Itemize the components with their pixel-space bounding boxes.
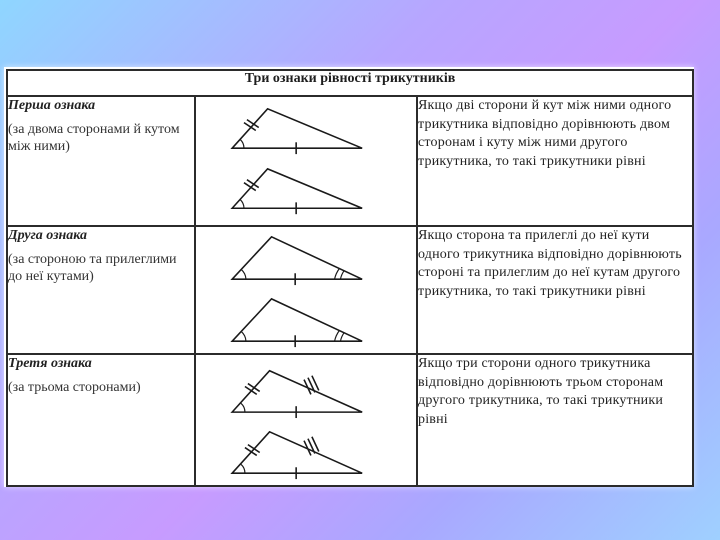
figure-cell bbox=[195, 354, 417, 486]
criterion-cell bbox=[7, 96, 195, 226]
table-row bbox=[7, 354, 693, 486]
triangles-sss-figure bbox=[196, 355, 416, 485]
criterion-description: (за стороною та прилеглими до неї кутами) bbox=[8, 252, 177, 284]
criterion-name: Третя ознака bbox=[8, 356, 92, 371]
criterion-condition: Якщо три сторони одного трикутника відповідно дорівнюють трьом сторонам другого трикутника, то такі трикутники рівні bbox=[418, 356, 664, 427]
criterion-cell bbox=[7, 354, 195, 486]
condition-cell bbox=[417, 226, 693, 354]
triangle-congruence-table bbox=[6, 69, 694, 487]
slide-card bbox=[4, 67, 694, 487]
table-title: Три ознаки рівності трикутників bbox=[7, 70, 693, 96]
triangles-asa-figure bbox=[196, 227, 416, 353]
figure-cell bbox=[195, 226, 417, 354]
criterion-description: (за трьома сторонами) bbox=[8, 380, 141, 395]
table-row bbox=[7, 96, 693, 226]
criterion-condition: Якщо дві сторони й кут між ними одного трикутника відповідно дорівнюють двом сторонам і куту між ними другого трикутника, то такі трикутники рівні bbox=[418, 98, 672, 169]
criterion-description: (за двома сторонами й кутом між ними) bbox=[8, 122, 180, 154]
figure-cell bbox=[195, 96, 417, 226]
table-row bbox=[7, 226, 693, 354]
criterion-name: Перша ознака bbox=[8, 98, 96, 113]
criterion-name: Друга ознака bbox=[8, 228, 88, 243]
condition-cell bbox=[417, 96, 693, 226]
criterion-condition: Якщо сторона та прилеглі до неї кути одного трикутника відповідно дорівнюють стороні та прилеглим до неї кутам другого трикутника, то такі трикутники рівні bbox=[418, 228, 682, 299]
criterion-cell bbox=[7, 226, 195, 354]
condition-cell bbox=[417, 354, 693, 486]
triangles-sas-figure bbox=[196, 97, 416, 225]
